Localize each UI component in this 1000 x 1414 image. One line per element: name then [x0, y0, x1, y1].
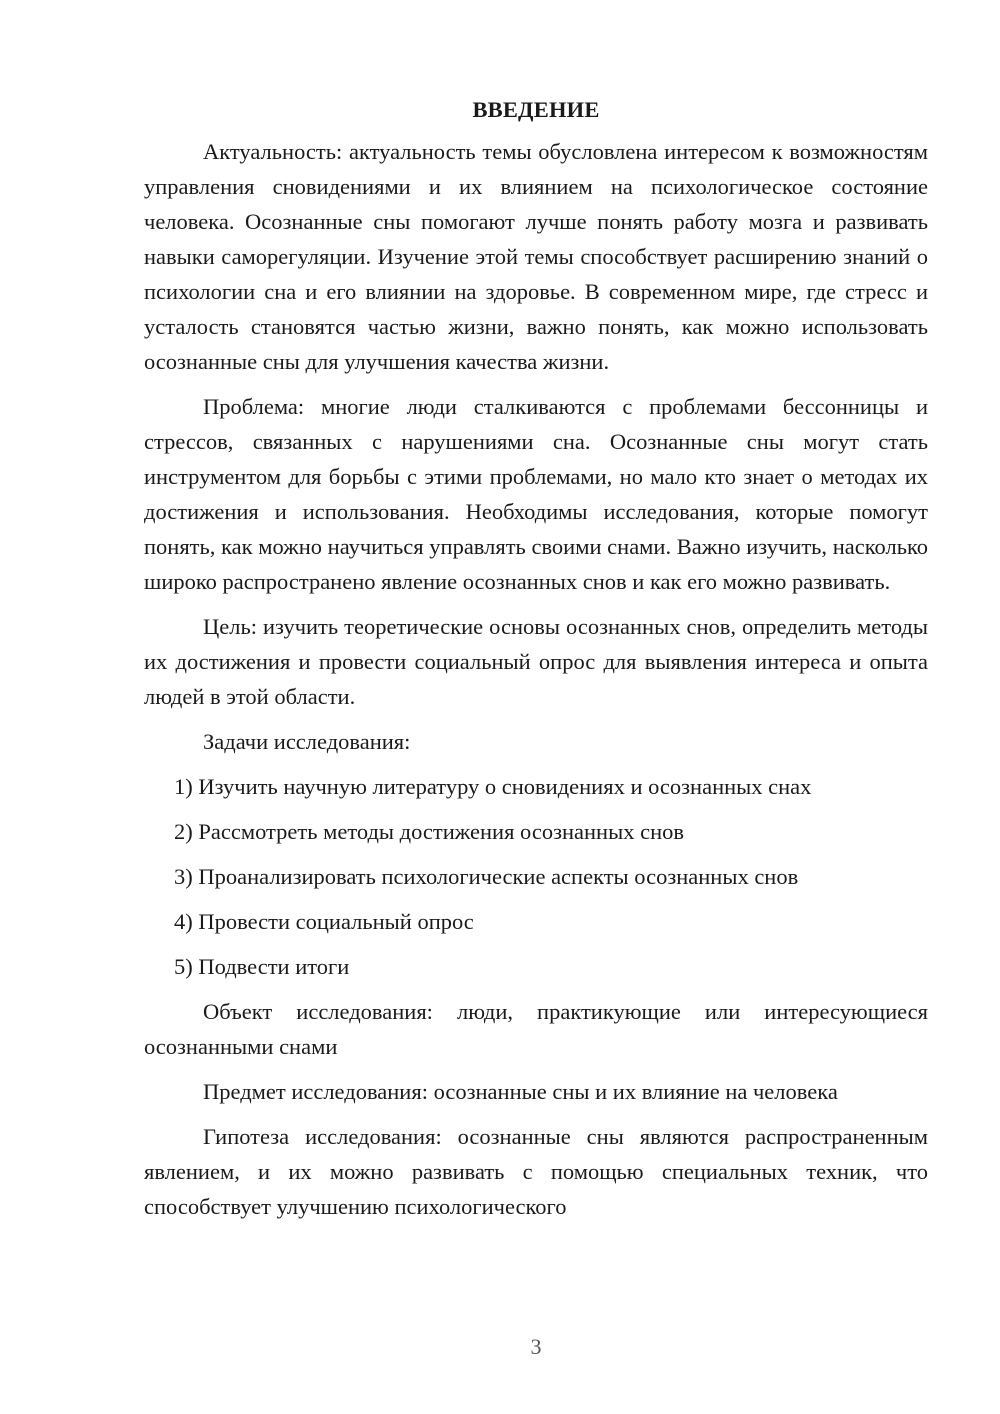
list-item: 3) Проанализировать психологические аспекты осознанных снов: [174, 864, 799, 889]
paragraph-relevance: Актуальность: актуальность темы обусловлена интересом к возможностям управления сновидениями и их влиянием на психологическое состояние человека. Осознанные сны помогают лучше понять работу мозга и развивать навыки саморегуляции. Изучение этой темы способствует расширению знаний о психологии сна и его влиянии на здоровье. В современном мире, где стресс и усталость становятся частью жизни, важно понять, как можно использовать осознанные сны для улучшения качества жизни.: [144, 139, 928, 374]
list-item: 5) Подвести итоги: [174, 954, 350, 979]
list-item: 1) Изучить научную литературу о сновидениях и осознанных снах: [174, 774, 812, 799]
list-item: 2) Рассмотреть методы достижения осознанных снов: [174, 819, 684, 844]
paragraph-goal: Цель: изучить теоретические основы осознанных снов, определить методы их достижения и провести социальный опрос для выявления интереса и опыта людей в этой области.: [144, 614, 928, 709]
paragraph-hypothesis: Гипотеза исследования: осознанные сны являются распространенным явлением, и их можно развивать с помощью специальных техник, что способствует улучшению психологического: [144, 1124, 928, 1219]
page-number: 3: [530, 1334, 542, 1359]
paragraph-object: Объект исследования: люди, практикующие или интересующиеся осознанными снами: [144, 999, 928, 1059]
paragraph-subject: Предмет исследования: осознанные сны и их влияние на человека: [203, 1079, 838, 1104]
list-item: 4) Провести социальный опрос: [174, 909, 474, 934]
document-page: [144, 92, 928, 1234]
tasks-heading: Задачи исследования:: [203, 729, 411, 754]
page-title: ВВЕДЕНИЕ: [472, 97, 600, 122]
task-list: [144, 769, 928, 984]
paragraph-problem: Проблема: многие люди сталкиваются с проблемами бессонницы и стрессов, связанных с нарушениями сна. Осознанные сны могут стать инструментом для борьбы с этими проблемами, но мало кто знает о методах их достижения и использования. Необходимы исследования, которые помогут понять, как можно научиться управлять своими снами. Важно изучить, насколько широко распространено явление осознанных снов и как его можно развивать.: [144, 394, 928, 594]
